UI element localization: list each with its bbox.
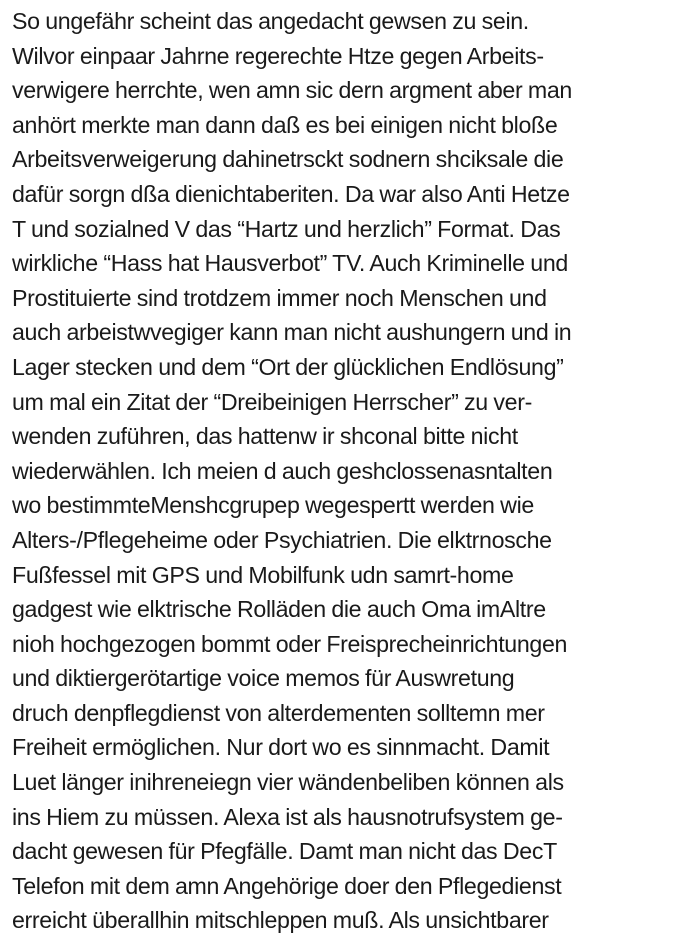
body-text: [12, 4, 680, 938]
text-line: Alters-/Pflegeheime oder Psychiatrien. Die elktrnosche: [12, 526, 552, 553]
text-line: wo bestimmteMenshcgrupep wegespertt werden wie: [12, 492, 534, 519]
text-line: gadgest wie elktrische Rolläden die auch Oma imAltre: [12, 596, 546, 623]
text-line: Arbeitsverweigerung dahinetrsckt sodnern shciksale die: [12, 146, 564, 173]
text-line: Freiheit ermöglichen. Nur dort wo es sinnmacht. Damit: [12, 734, 550, 761]
text-line: Luet länger inihreneiegn vier wändenbeliben können als: [12, 769, 564, 796]
text-line: nioh hochgezogen bommt oder Freisprecheinrichtungen: [12, 630, 568, 657]
text-line: ins Hiem zu müssen. Alexa ist als hausnotrufsystem ge-: [12, 803, 563, 830]
text-line: wirkliche “Hass hat Hausverbot” TV. Auch Kriminelle und: [12, 250, 568, 277]
text-line: auch arbeistwvegiger kann man nicht aushungern und in: [12, 319, 572, 346]
text-line: T und sozialned V das “Hartz und herzlich” Format. Das: [12, 215, 561, 242]
text-line: Wilvor einpaar Jahrne regerechte Htze gegen Arbeits-: [12, 42, 544, 69]
text-line: Lager stecken und dem “Ort der glücklichen Endlösung”: [12, 353, 564, 380]
text-line: anhört merkte man dann daß es bei einigen nicht bloße: [12, 111, 558, 138]
text-line: Fußfessel mit GPS und Mobilfunk udn samrt-home: [12, 561, 514, 588]
text-line: verwigere herrchte, wen amn sic dern argment aber man: [12, 77, 572, 104]
text-line: Prostituierte sind trotdzem immer noch Menschen und: [12, 284, 547, 311]
text-line: wenden zuführen, das hattenw ir shconal bitte nicht: [12, 423, 518, 450]
text-line: wiederwählen. Ich meien d auch geshclossenasntalten: [12, 457, 553, 484]
text-line: dafür sorgn dßa dienichtaberiten. Da war also Anti Hetze: [12, 180, 570, 207]
text-line: und diktiergerötartige voice memos für Auswretung: [12, 665, 515, 692]
text-line: erreicht überallhin mitschleppen muß. Als unsichtbarer: [12, 907, 549, 934]
text-line: So ungefähr scheint das angedacht gewsen zu sein.: [12, 8, 529, 34]
text-line: Telefon mit dem amn Angehörige doer den Pflegedienst: [12, 872, 562, 899]
text-line: um mal ein Zitat der “Dreibeinigen Herrscher” zu ver-: [12, 388, 532, 415]
text-line: dacht gewesen für Pfegfälle. Damt man nicht das DecT: [12, 838, 557, 865]
text-line: druch denpflegdienst von alterdementen solltemn mer: [12, 699, 545, 726]
